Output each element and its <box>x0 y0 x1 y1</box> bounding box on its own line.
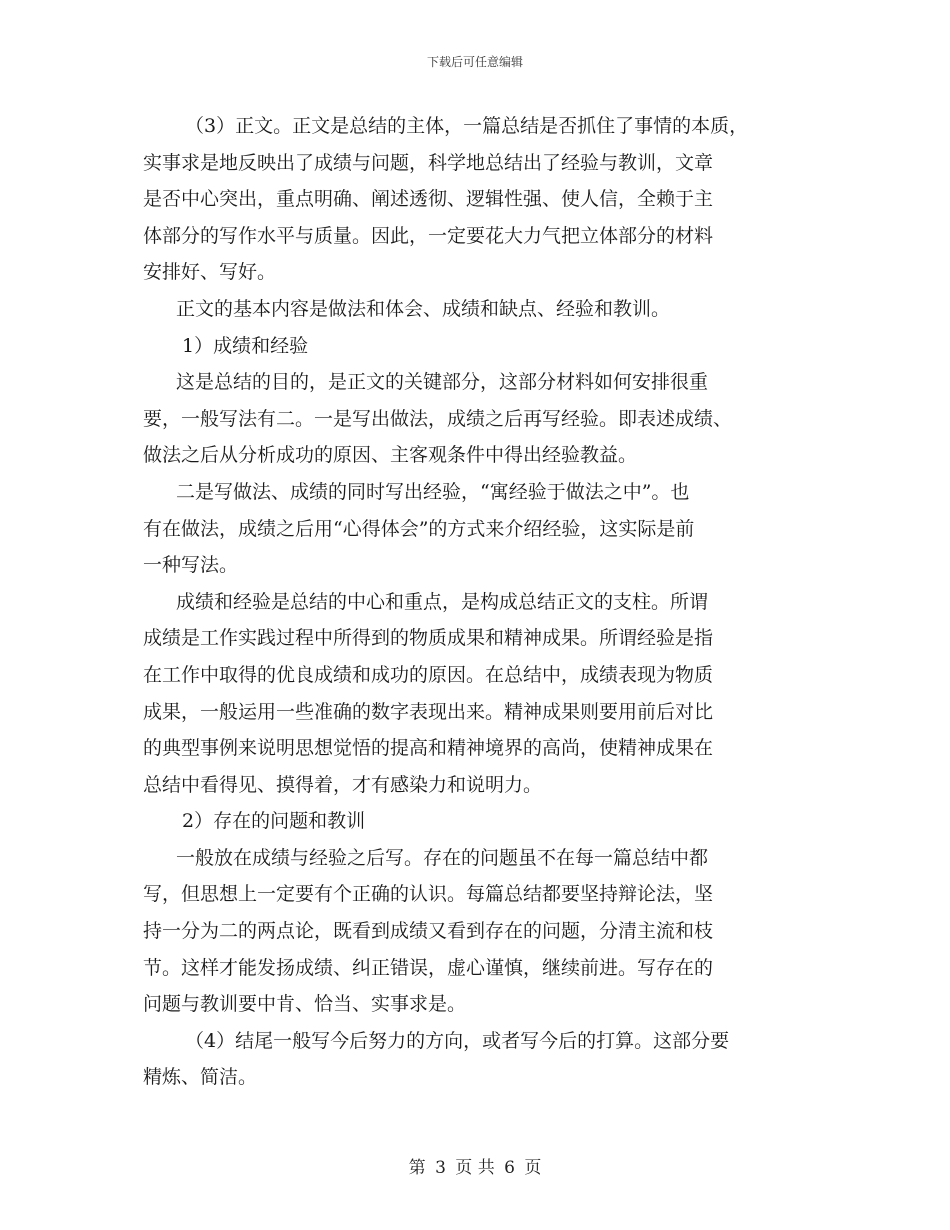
text-line: 的典型事例来说明思想觉悟的提高和精神境界的高尚，使精神成果在 <box>143 737 714 760</box>
text-line: 精炼、简洁。 <box>143 1066 258 1089</box>
text-line: 要，一般写法有二。一是写出做法，成绩之后再写经验。即表述成绩、 <box>143 407 733 430</box>
text-line: 做法之后从分析成功的原因、主客观条件中得出经验教益。 <box>143 444 638 467</box>
text-line: 持一分为二的两点论，既看到成绩又看到存在的问题，分清主流和枝 <box>143 920 714 943</box>
current-page-number: 3 <box>435 1158 446 1178</box>
text-line: 安排好、写好。 <box>143 261 277 284</box>
text-line: 问题与教训要中肯、恰当、实事求是。 <box>143 993 467 1016</box>
footer-middle: 页 共 <box>455 1158 495 1178</box>
text-line: 一种写法。 <box>143 554 239 577</box>
text-line: 总结中看得见、摸得着，才有感染力和说明力。 <box>143 773 543 796</box>
text-line: 成绩和经验是总结的中心和重点，是构成总结正文的支柱。所谓 <box>176 590 709 613</box>
text-line: 实事求是地反映出了成绩与问题，科学地总结出了经验与教训，文章 <box>143 151 714 174</box>
text-line: 成果，一般运用一些准确的数字表现出来。精神成果则要用前后对比 <box>143 700 714 723</box>
text-line: 节。这样才能发扬成绩、纠正错误，虚心谨慎，继续前进。写存在的 <box>143 956 714 979</box>
text-line: 在工作中取得的优良成绩和成功的原因。在总结中，成绩表现为物质 <box>143 663 714 686</box>
section-heading: 2）存在的问题和教训 <box>182 810 366 833</box>
text-line: 二是写做法、成绩的同时写出经验，“寓经验于做法之中”。也 <box>176 480 690 503</box>
footer-suffix: 页 <box>524 1158 542 1178</box>
text-line: 正文的基本内容是做法和体会、成绩和缺点、经验和教训。 <box>176 297 671 320</box>
text-line: 有在做法，成绩之后用“心得体会”的方式来介绍经验，这实际是前 <box>143 517 695 540</box>
text-line: 是否中心突出，重点明确、阐述透彻、逻辑性强、使人信，全赖于主 <box>143 188 714 211</box>
page-footer <box>0 1153 950 1178</box>
text-line: （4）结尾一般写今后努力的方向，或者写今后的打算。这部分要 <box>185 1029 730 1052</box>
text-line: 体部分的写作水平与质量。因此，一定要花大力气把立体部分的材料 <box>143 224 714 247</box>
text-line: 一般放在成绩与经验之后写。存在的问题虽不在每一篇总结中都 <box>176 846 709 869</box>
document-body <box>143 108 809 1096</box>
text-line: 成绩是工作实践过程中所得到的物质成果和精神成果。所谓经验是指 <box>143 627 714 650</box>
text-line: （3）正文。正文是总结的主体，一篇总结是否抓住了事情的本质， <box>185 115 749 137</box>
total-page-count: 6 <box>504 1158 515 1178</box>
text-line: 这是总结的目的，是正文的关键部分，这部分材料如何安排很重 <box>176 371 709 394</box>
footer-prefix: 第 <box>408 1158 426 1178</box>
page-header-note: 下载后可任意编辑 <box>426 55 523 69</box>
text-line: 写，但思想上一定要有个正确的认识。每篇总结都要坚持辩论法，坚 <box>143 883 714 906</box>
section-heading: 1）成绩和经验 <box>182 334 309 357</box>
